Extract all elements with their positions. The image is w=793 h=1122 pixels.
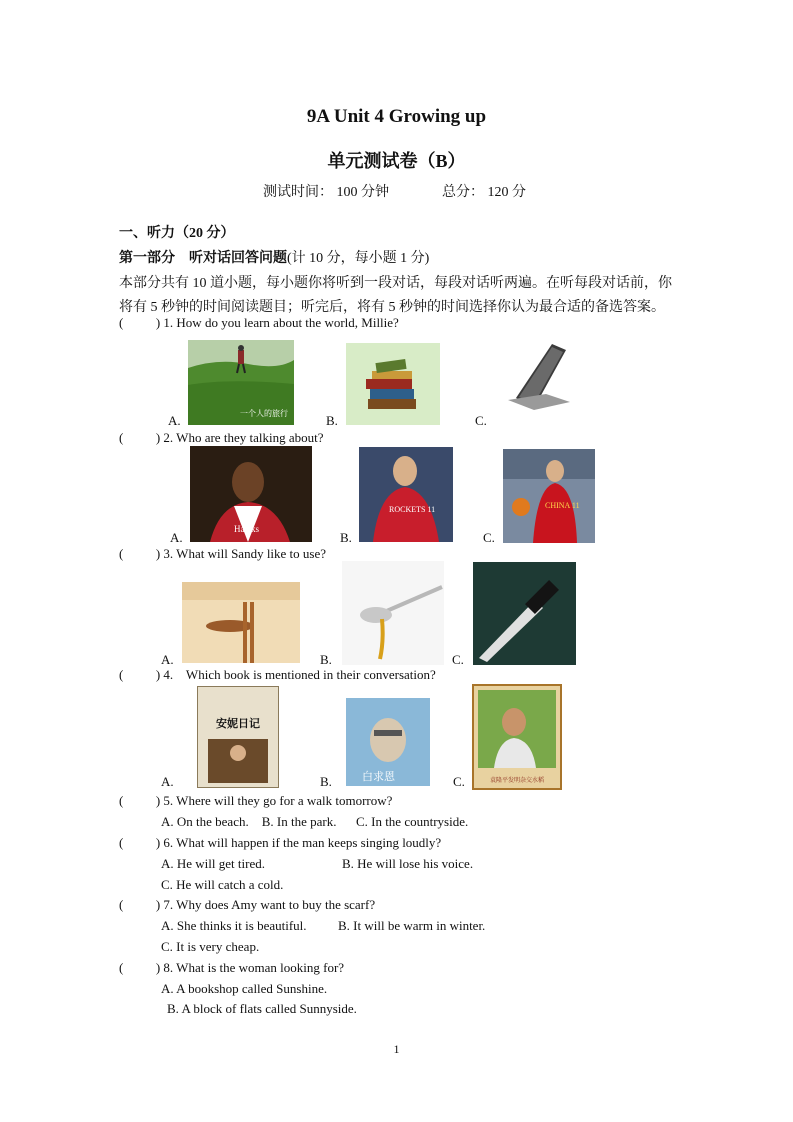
image-caption: 一个人的旅行 <box>240 409 288 418</box>
option-c[interactable]: C. <box>475 413 487 428</box>
option-a[interactable]: A. A bookshop called Sunshine. <box>161 981 328 996</box>
part-title: 第一部分 听对话回答问题 <box>119 251 287 266</box>
book-yuan-longping-image <box>472 684 562 790</box>
option-c[interactable]: C. <box>453 774 465 789</box>
score-value: 120 分 <box>487 185 526 200</box>
question-text: 3. What will Sandy like to use? <box>163 546 327 561</box>
answer-bracket[interactable]: ( ) <box>119 546 161 561</box>
question-text: 6. What will happen if the man keeps singing loudly? <box>163 835 442 850</box>
score-label: 总分： <box>442 185 484 200</box>
options-row[interactable]: A. On the beach. B. In the park. C. In the countryside. <box>161 814 469 829</box>
question-1 <box>119 315 399 331</box>
book-title: 袁隆平发明杂交水稻 <box>489 777 544 784</box>
question-text: 7. Why does Amy want to buy the scarf? <box>163 897 376 912</box>
player-hawks-image <box>190 446 312 542</box>
time-label: 测试时间： <box>263 185 333 200</box>
time-value: 100 分钟 <box>336 185 389 200</box>
option-c[interactable]: C. He will catch a cold. <box>161 877 284 892</box>
question-text: 8. What is the woman looking for? <box>163 960 345 975</box>
total-score <box>442 181 526 201</box>
answer-bracket[interactable]: ( ) <box>119 960 161 975</box>
part-heading <box>119 247 429 267</box>
question-2 <box>119 430 323 446</box>
question-3 <box>119 546 326 562</box>
page-subtitle: 单元测试卷（B） <box>327 151 466 171</box>
instructions-line-2: 将有 5 秒钟的时间阅读题目；听完后，将有 5 秒钟的时间选择你认为最合适的备选答案。 <box>119 300 665 315</box>
knife-image <box>473 562 576 665</box>
book-title: 安妮日记 <box>216 717 260 730</box>
question-text: 5. Where will they go for a walk tomorrow? <box>163 793 393 808</box>
option-c[interactable]: C. <box>483 530 495 545</box>
option-a[interactable]: A. <box>161 774 174 789</box>
option-b[interactable]: B. <box>326 413 338 428</box>
option-c[interactable]: C. <box>452 652 464 667</box>
option-b[interactable]: B. <box>340 530 352 545</box>
answer-bracket[interactable]: ( ) <box>119 793 161 808</box>
laptop-image <box>506 338 572 418</box>
question-7 <box>119 897 375 913</box>
player-china-image <box>503 449 595 543</box>
question-5 <box>119 793 392 809</box>
jersey-text: ROCKETS 11 <box>389 505 436 514</box>
answer-bracket[interactable]: ( ) <box>119 430 161 445</box>
page-title: 9A Unit 4 Growing up <box>306 106 487 127</box>
jersey-text: CHINA 11 <box>545 501 580 510</box>
question-text: 4. Which book is mentioned in their conversation? <box>163 667 436 682</box>
part-note: (计 10 分，每小题 1 分) <box>287 251 430 266</box>
question-6 <box>119 835 441 851</box>
option-a[interactable]: A. She thinks it is beautiful. <box>161 918 307 933</box>
instructions-line-1: 本部分共有 10 道小题，每小题你将听到一段对话，每段对话听两遍。在听每段对话前，你 <box>119 276 672 291</box>
test-time <box>263 181 389 201</box>
question-4 <box>119 667 436 683</box>
option-a[interactable]: A. He will get tired. <box>161 856 265 871</box>
chopsticks-image <box>182 582 300 663</box>
option-b[interactable]: B. A block of flats called Sunnyside. <box>167 1001 357 1016</box>
answer-bracket[interactable]: ( ) <box>119 315 161 330</box>
player-rockets-image <box>359 447 453 542</box>
hiker-meadow-image <box>188 340 294 425</box>
option-a[interactable]: A. <box>168 413 181 428</box>
book-bethune-image <box>346 698 430 786</box>
answer-bracket[interactable]: ( ) <box>119 835 161 850</box>
answer-bracket[interactable]: ( ) <box>119 667 161 682</box>
option-a[interactable]: A. <box>161 652 174 667</box>
spoon-image <box>342 561 444 665</box>
books-image <box>346 343 440 425</box>
option-b[interactable]: B. It will be warm in winter. <box>338 918 486 933</box>
jersey-text: Hawks <box>234 524 259 534</box>
question-8 <box>119 960 344 976</box>
answer-bracket[interactable]: ( ) <box>119 897 161 912</box>
option-b[interactable]: B. <box>320 774 332 789</box>
book-anne-diary-image <box>197 686 279 788</box>
question-text: 1. How do you learn about the world, Millie? <box>163 315 399 330</box>
option-b[interactable]: B. <box>320 652 332 667</box>
option-a[interactable]: A. <box>170 530 183 545</box>
option-b[interactable]: B. He will lose his voice. <box>342 856 474 871</box>
section-heading: 一、听力（20 分） <box>119 226 235 241</box>
page-number: 1 <box>393 1042 400 1056</box>
option-c[interactable]: C. It is very cheap. <box>161 939 260 954</box>
question-text: 2. Who are they talking about? <box>163 430 324 445</box>
book-title: 白求恩 <box>362 770 395 783</box>
